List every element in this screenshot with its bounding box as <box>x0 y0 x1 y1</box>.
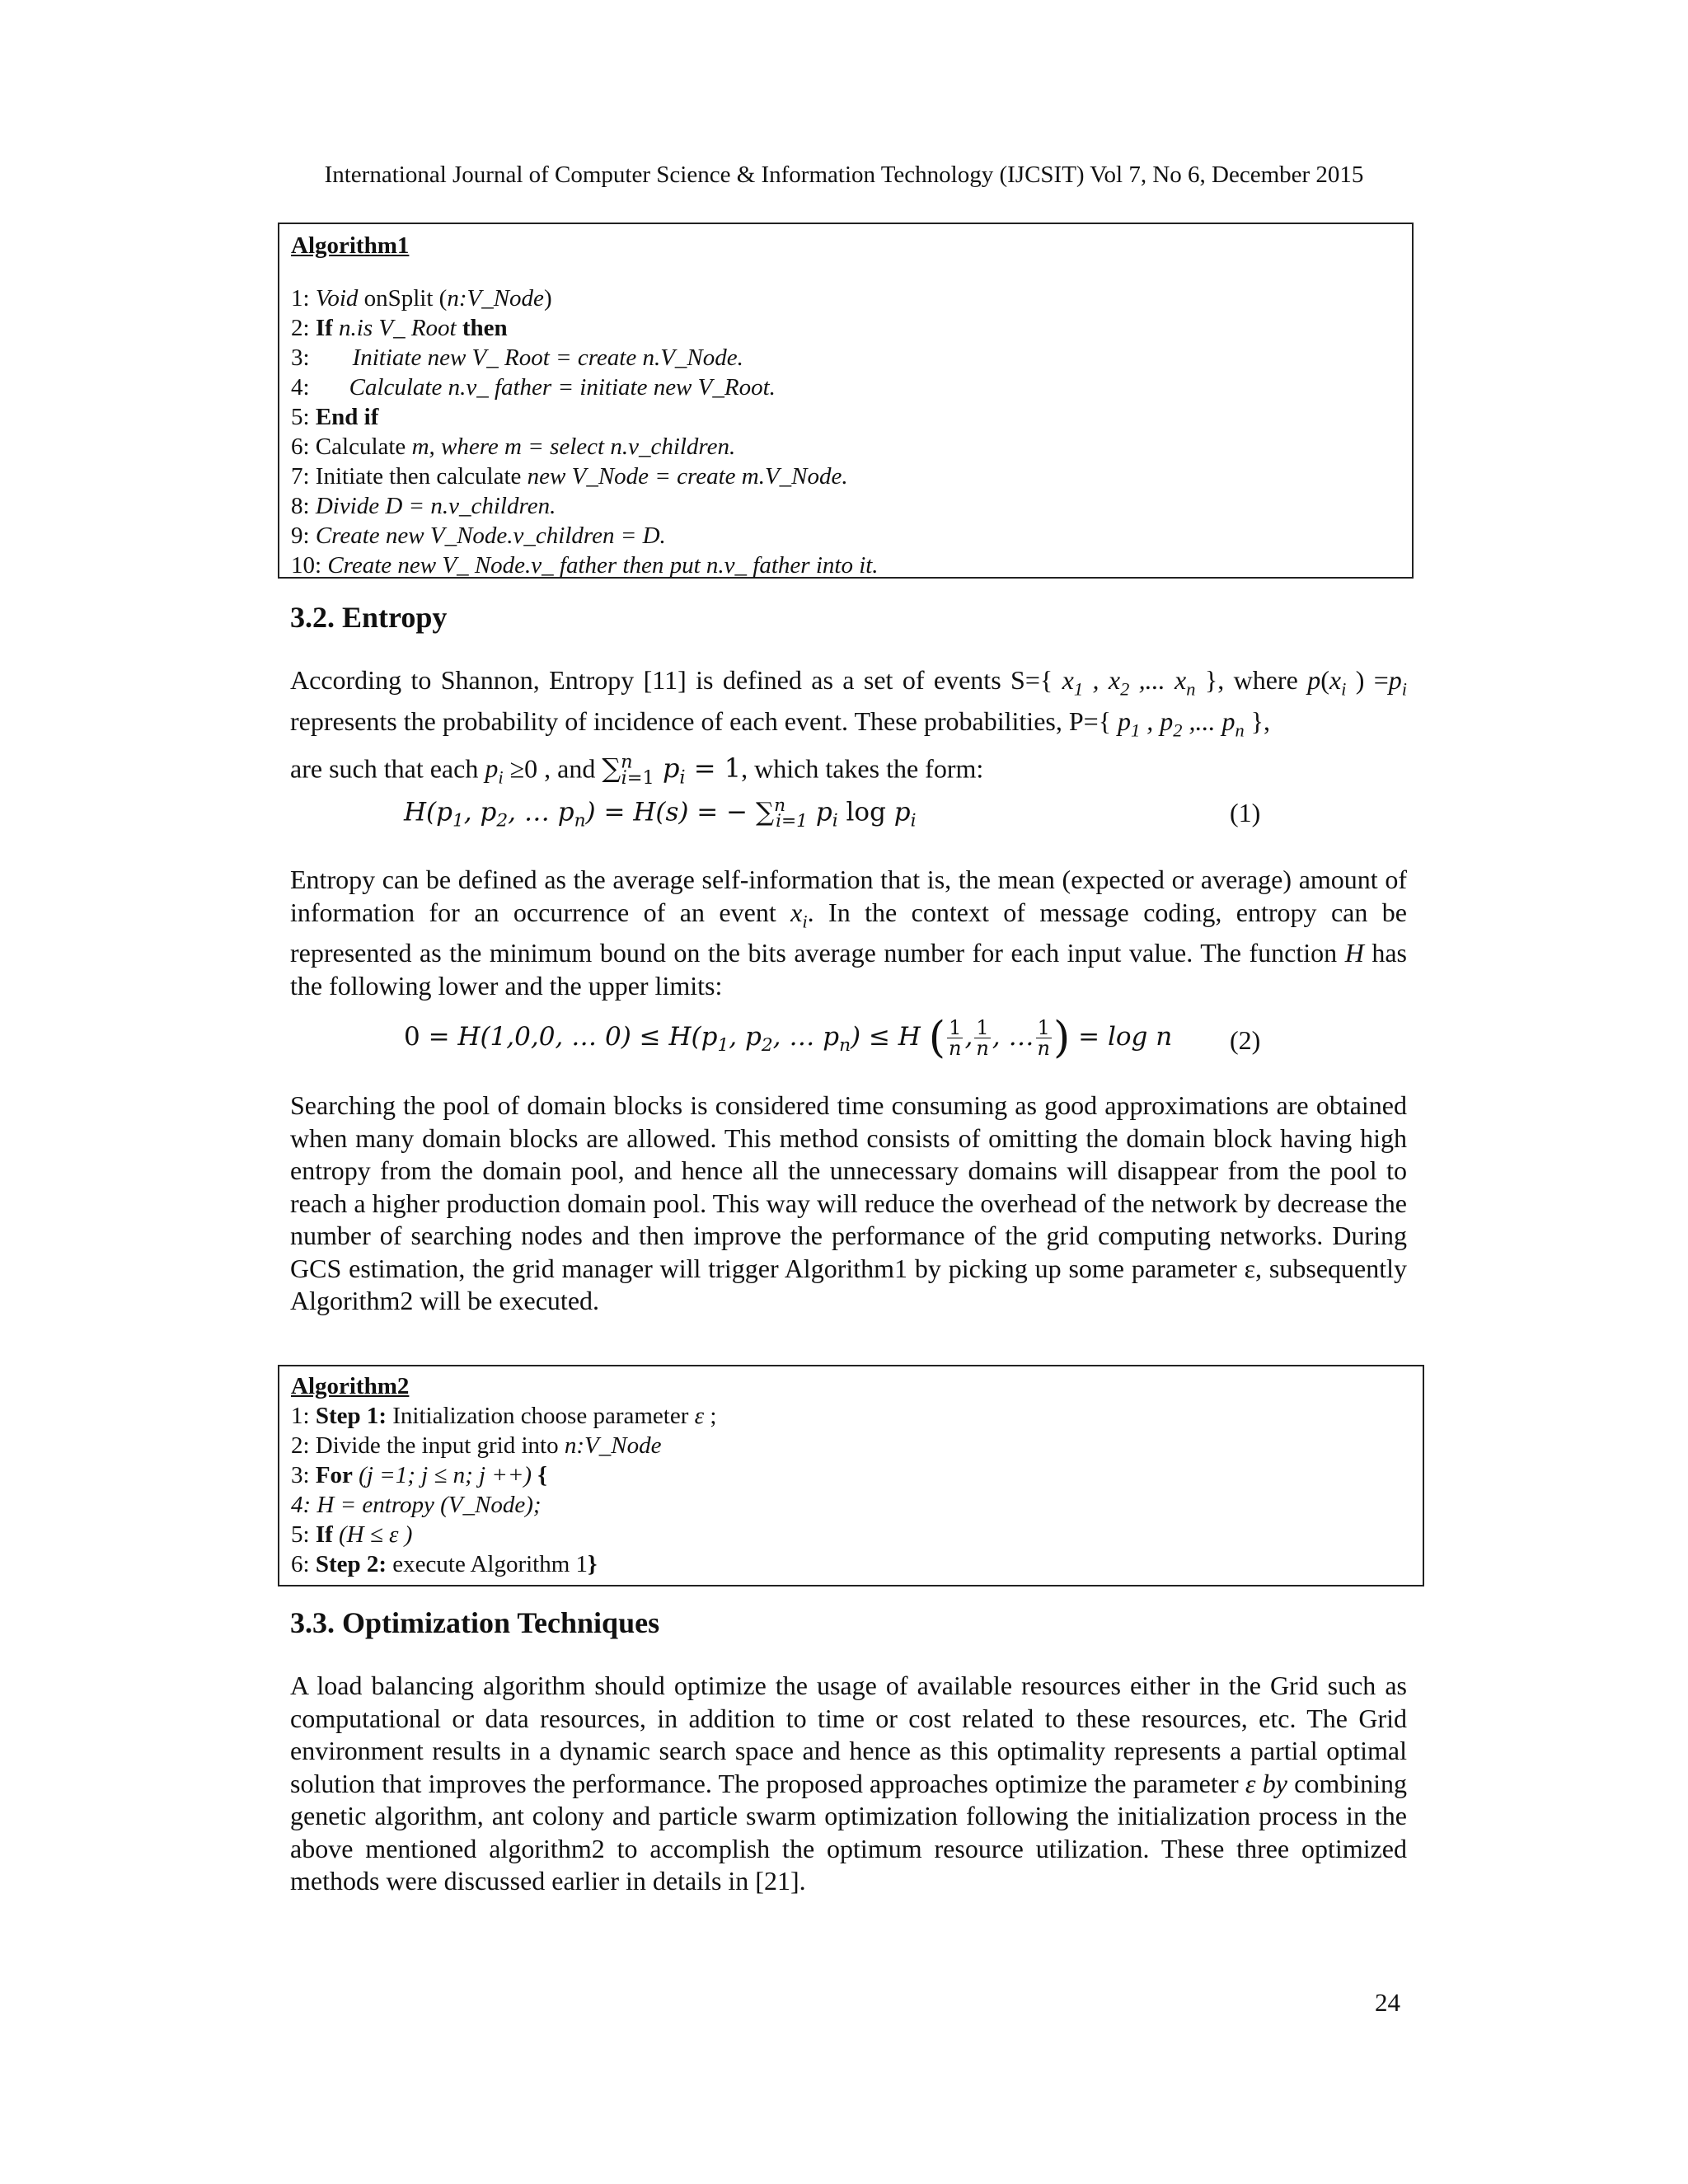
entropy-paragraph-2: Entropy can be defined as the average self-information that is, the mean (expected or average) amount of information for an occurrence of an event $x_i$. In the context of message coding, entropy can be represented as the minimum bound on the bits average number for each input value. The function H has the following lower and the upper limits: <box>290 865 1408 1001</box>
algorithm1-title: Algorithm1 <box>291 232 410 259</box>
algorithm2-title: Algorithm2 <box>291 1373 410 1399</box>
algorithm1-line-1: 1: Void onSplit (n:V_Node) <box>291 285 552 312</box>
equation-1: $H(p_1$, $p_2$, … $p_n) = H(s)$ = − ∑$^n_{i=1}$ $p_i$ $\log p_i$ <box>404 795 917 832</box>
algorithm2-line-4: 4: H = entropy (V_Node); <box>291 1492 542 1518</box>
algorithm1-box <box>278 223 1414 579</box>
algorithm2-line-6: 6: Step 2: execute Algorithm 1} <box>291 1551 598 1577</box>
algorithm1-line-8: 8: Divide D = n.v_children. <box>291 493 556 519</box>
algorithm1-line-7: 7: Initiate then calculate new V_Node = create m.V_Node. <box>291 463 848 490</box>
entropy-paragraph-1: According to Shannon, Entropy [11] is defined as a set of events S={ $x_1$ , $x_2$ ,... $x_n$ }, where $p(x_i$ ) $=p_i$ represents the probability of incidence of each event. These probabilities, P={ $p_1$ , $p_2$ ,... $p_n$ }, are such that each $p_i \ge 0$ , and ∑$^n_{i=1}$ $p_i = 1$, which takes the form: <box>290 665 1408 789</box>
algorithm1-line-4: 4: Calculate n.v_ father = initiate new V_Root. <box>291 374 776 401</box>
equation-2: 0 = H(1,0,0, … $0) \le H(p_1$, $p_2$, … $p_n) \le H$ ( $\frac{1}{n}$ , $\frac{1}{n}$ , … $\frac{1}{n}$ ) = log n <box>404 1013 1173 1063</box>
algorithm2-line-3: 3: For (j =1; j ≤ n; j ++) { <box>291 1462 547 1488</box>
entropy-paragraph-3: Searching the pool of domain blocks is considered time consuming as good approximations are obtained when many domain blocks are allowed. This method consists of omitting the domain block having high entropy from the domain pool, and hence all the unnecessary domains will disappear from the pool to reach a higher production domain pool. This way will reduce the overhead of the network by decrease the number of searching nodes and then improve the performance of the grid computing networks. During GCS estimation, the grid manager will trigger Algorithm1 by picking up some parameter ε, subsequently Algorithm2 will be executed. <box>290 1090 1407 1315</box>
algorithm2-line-5: 5: If (H ≤ ε ) <box>291 1521 413 1548</box>
equation-2-number: (2) <box>1230 1025 1261 1055</box>
section-heading-entropy: 3.2. Entropy <box>290 601 448 634</box>
algorithm1-line-6: 6: Calculate m, where m = select n.v_children. <box>291 434 736 460</box>
optimization-paragraph: A load balancing algorithm should optimize the usage of available resources either in the Grid such as computational or data resources, in addition to time or cost related to these resources, etc. The Grid environment results in a dynamic search space and hence as this optimality represents a partial optimal solution that improves the performance. The proposed approaches optimize the parameter ε by combining genetic algorithm, ant colony and particle swarm optimization following the initialization process in the above mentioned algorithm2 to accomplish the optimum resource utilization. These three optimized methods were discussed earlier in details in [21]. <box>290 1671 1408 1896</box>
section-heading-optimization: 3.3. Optimization Techniques <box>290 1606 660 1639</box>
algorithm1-line-10: 10: Create new V_ Node.v_ father then put n.v_ father into it. <box>291 552 879 579</box>
algorithm1-line-5: 5: End if <box>291 404 379 430</box>
equation-1-number: (1) <box>1230 798 1261 827</box>
algorithm2-box <box>278 1365 1424 1586</box>
algorithm1-line-2: 2: If n.is V_ Root then <box>291 315 508 341</box>
running-header: International Journal of Computer Science & Information Technology (IJCSIT) Vol 7, No 6, December 2015 <box>324 162 1364 188</box>
algorithm1-line-9: 9: Create new V_Node.v_children = D. <box>291 523 666 549</box>
algorithm1-line-3: 3: Initiate new V_ Root = create n.V_Node. <box>291 344 743 371</box>
algorithm2-line-1: 1: Step 1: Initialization choose parameter ε ; <box>291 1403 717 1429</box>
page-number: 24 <box>1375 1988 1400 2017</box>
algorithm2-line-2: 2: Divide the input grid into n:V_Node <box>291 1432 662 1459</box>
